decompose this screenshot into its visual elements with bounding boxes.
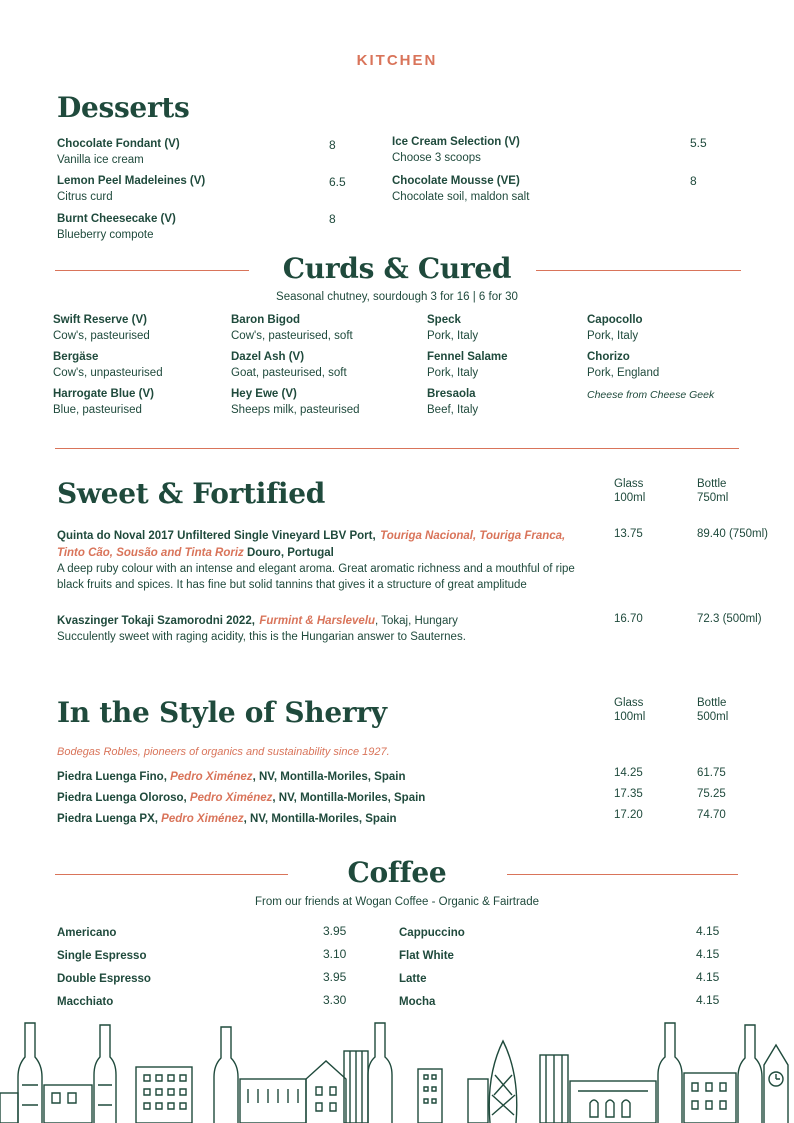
coffee-name: Latte (399, 973, 427, 985)
item-name: Burnt Cheesecake (V) (57, 213, 176, 225)
item-desc: Cow's, pasteurised (53, 330, 150, 342)
item-desc: Pork, Italy (427, 367, 479, 379)
coffee-price: 4.15 (696, 947, 720, 961)
item-price: 8 (329, 138, 336, 152)
wine-desc: black fruits and spices. It has fine but solid tannins that gives it a structure of great amplitude (57, 579, 527, 591)
glass-price: 17.35 (614, 788, 643, 800)
sherry-intro: Bodegas Robles, pioneers of organics and sustainability since 1927. (57, 746, 390, 758)
building-icon (306, 1061, 346, 1123)
bottle-icon (738, 1025, 762, 1123)
item-name: Fennel Salame (427, 351, 508, 363)
sherry-origin: , NV, Montilla-Moriles, Spain (243, 813, 397, 825)
list-item (53, 351, 223, 388)
cheese-column (231, 314, 421, 416)
skyline-illustration (0, 1015, 794, 1123)
item-name: Speck (427, 314, 461, 326)
glass-price: 13.75 (614, 528, 643, 540)
cheese-column (53, 314, 223, 416)
bottle-icon (18, 1023, 42, 1123)
building-icon (136, 1067, 192, 1123)
coffee-price: 3.95 (323, 924, 347, 938)
bottle-label: Bottle (697, 697, 727, 709)
sherry-name: Piedra Luenga Oloroso, (57, 792, 190, 804)
sherry-row (57, 767, 406, 785)
list-item (53, 314, 223, 351)
item-desc: Beef, Italy (427, 404, 479, 416)
dessert-item (392, 136, 672, 164)
item-desc: Pork, Italy (587, 330, 639, 342)
sherry-origin: , NV, Montilla-Moriles, Spain (252, 771, 406, 783)
wine-item (57, 527, 607, 593)
charcuterie-column (427, 314, 577, 416)
item-desc: Choose 3 scoops (392, 152, 481, 164)
building-icon (684, 1073, 736, 1123)
wine-region: , Tokaj, Hungary (375, 615, 458, 627)
gherkin-icon (489, 1041, 517, 1123)
item-desc: Blueberry compote (57, 229, 154, 241)
glass-size: 100ml (614, 492, 646, 504)
coffee-subtitle: From our friends at Wogan Coffee - Organic & Fairtrade (254, 896, 539, 908)
divider (55, 448, 739, 449)
item-name: Bergäse (53, 351, 99, 363)
wine-grapes: Touriga Nacional, Touriga Franca, (380, 530, 566, 542)
glass-price: 17.20 (614, 809, 643, 821)
building-icon (570, 1081, 656, 1123)
bottle-icon (368, 1023, 392, 1123)
sherry-row (57, 788, 425, 806)
sherry-grape: Pedro Ximénez (170, 771, 253, 783)
wine-name: Kvaszinger Tokaji Szamorodni 2022, (57, 615, 255, 627)
glass-label: Glass (614, 478, 644, 490)
list-item (427, 388, 577, 416)
item-name: Chocolate Mousse (VE) (392, 175, 520, 187)
dessert-item (57, 213, 337, 241)
item-name: Dazel Ash (V) (231, 351, 305, 363)
coffee-price: 3.10 (323, 947, 347, 961)
bottle-icon (94, 1025, 116, 1123)
item-desc: Citrus curd (57, 191, 113, 203)
glass-size: 100ml (614, 711, 646, 723)
item-desc: Sheeps milk, pasteurised (231, 404, 360, 416)
coffee-name: Mocha (399, 996, 436, 1008)
item-desc: Goat, pasteurised, soft (231, 367, 347, 379)
wine-desc: Succulently sweet with raging acidity, this is the Hungarian answer to Sauternes. (57, 631, 466, 643)
item-name: Harrogate Blue (V) (53, 388, 154, 400)
curds-subtitle: Seasonal chutney, sourdough 3 for 16 | 6 for 30 (276, 291, 518, 303)
item-price: 8 (329, 212, 336, 226)
bottle-price: 89.40 (750ml) (697, 528, 768, 540)
list-item (587, 314, 757, 351)
item-desc: Vanilla ice cream (57, 154, 144, 166)
wine-grapes: Tinto Cão, Sousão and Tinta Roriz (57, 547, 244, 559)
item-name: Hey Ewe (V) (231, 388, 297, 400)
bottle-header (697, 697, 728, 723)
coffee-name: Single Espresso (57, 950, 147, 962)
glass-price: 16.70 (614, 613, 643, 625)
building-icon (0, 1085, 92, 1123)
item-name: Chorizo (587, 351, 630, 363)
coffee-title: Coffee (347, 856, 447, 889)
sherry-grape: Pedro Ximénez (161, 813, 244, 825)
bottle-icon (658, 1023, 682, 1123)
coffee-price: 4.15 (696, 970, 720, 984)
item-desc: Pork, England (587, 367, 660, 379)
list-item (231, 351, 421, 388)
bottle-icon (214, 1027, 238, 1123)
coffee-name: Double Espresso (57, 973, 151, 985)
dessert-item (392, 175, 672, 203)
wine-item (57, 612, 607, 645)
item-name: Baron Bigod (231, 314, 300, 326)
charcuterie-column (587, 314, 757, 401)
item-price: 6.5 (329, 175, 346, 189)
bottle-price: 74.70 (697, 809, 726, 821)
list-item (53, 388, 223, 416)
curds-title: Curds & Cured (282, 252, 512, 285)
coffee-price: 4.15 (696, 924, 720, 938)
bottle-price: 75.25 (697, 788, 726, 800)
item-name: Bresaola (427, 388, 476, 400)
building-icon (240, 1079, 306, 1123)
coffee-name: Macchiato (57, 996, 114, 1008)
kitchen-heading: KITCHEN (356, 52, 438, 69)
glass-header (614, 697, 645, 723)
list-item (587, 351, 757, 388)
wine-desc: A deep ruby colour with an intense and elegant aroma. Great aromatic richness and a mouthful of ripe (57, 563, 575, 575)
item-name: Ice Cream Selection (V) (392, 136, 520, 148)
item-desc: Pork, Italy (427, 330, 479, 342)
bottle-price: 61.75 (697, 767, 726, 779)
desserts-title: Desserts (57, 91, 190, 124)
glass-label: Glass (614, 697, 644, 709)
coffee-price: 4.15 (696, 993, 720, 1007)
item-desc: Blue, pasteurised (53, 404, 142, 416)
wine-region: Douro, Portugal (243, 547, 334, 559)
building-icon (468, 1055, 568, 1123)
coffee-name: Cappuccino (399, 927, 465, 939)
item-name: Chocolate Fondant (V) (57, 138, 180, 150)
coffee-name: Flat White (399, 950, 454, 962)
building-icon (418, 1069, 442, 1123)
sherry-name: Piedra Luenga PX, (57, 813, 162, 825)
sweet-title: Sweet & Fortified (57, 477, 325, 510)
item-name: Swift Reserve (V) (53, 314, 147, 326)
item-name: Capocollo (587, 314, 643, 326)
cheese-note: Cheese from Cheese Geek (587, 389, 715, 401)
item-price: 5.5 (690, 136, 707, 150)
item-name: Lemon Peel Madeleines (V) (57, 175, 206, 187)
item-price: 8 (690, 174, 697, 188)
bottle-label: Bottle (697, 478, 727, 490)
coffee-name: Americano (57, 927, 117, 939)
item-desc: Cow's, pasteurised, soft (231, 330, 353, 342)
sherry-title: In the Style of Sherry (57, 696, 387, 729)
wine-grapes: Furmint & Harslevelu (259, 615, 376, 627)
coffee-price: 3.95 (323, 970, 347, 984)
sherry-grape: Pedro Ximénez (189, 792, 273, 804)
wine-name: Quinta do Noval 2017 Unfiltered Single Vineyard LBV Port, (57, 530, 376, 542)
bottle-header (697, 478, 728, 504)
item-desc: Cow's, unpasteurised (53, 367, 163, 379)
clock-tower-icon (764, 1045, 788, 1123)
list-item (231, 314, 421, 351)
item-desc: Chocolate soil, maldon salt (392, 191, 530, 203)
list-item (427, 314, 577, 351)
glass-header (614, 478, 645, 504)
list-item (231, 388, 421, 416)
sherry-origin: , NV, Montilla-Moriles, Spain (272, 792, 426, 804)
glass-price: 14.25 (614, 767, 643, 779)
list-item (427, 351, 577, 388)
dessert-item (57, 138, 337, 166)
building-icon (344, 1051, 368, 1123)
bottle-price: 72.3 (500ml) (697, 613, 762, 625)
dessert-item (57, 175, 337, 203)
bottle-size: 750ml (697, 492, 729, 504)
sherry-name: Piedra Luenga Fino, (57, 771, 171, 783)
sherry-row (57, 809, 397, 827)
coffee-price: 3.30 (323, 993, 347, 1007)
bottle-size: 500ml (697, 711, 729, 723)
